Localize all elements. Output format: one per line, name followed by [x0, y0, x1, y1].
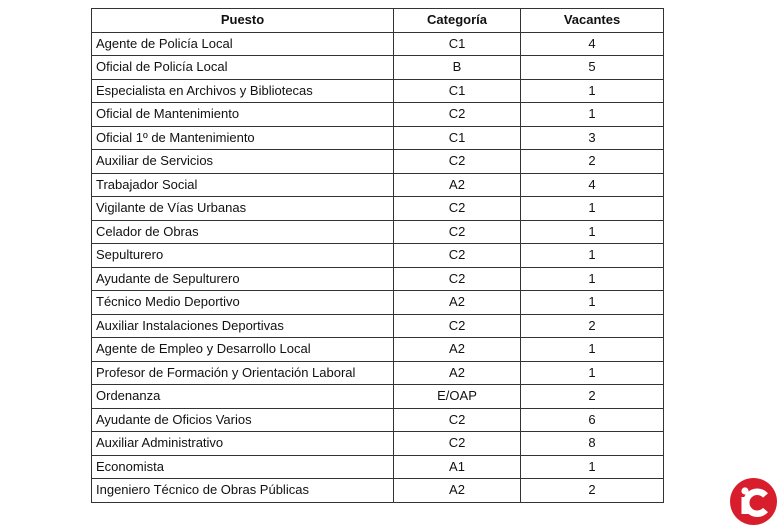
cell-categoria: A2: [394, 338, 521, 362]
cell-categoria: C1: [394, 32, 521, 56]
cell-puesto: Auxiliar Administrativo: [92, 432, 394, 456]
cell-puesto: Ayudante de Sepulturero: [92, 267, 394, 291]
table-row: [92, 408, 664, 432]
cell-puesto: Especialista en Archivos y Bibliotecas: [92, 79, 394, 103]
table-row: [92, 291, 664, 315]
table-row: [92, 267, 664, 291]
table-row: [92, 220, 664, 244]
table-row: [92, 244, 664, 268]
cell-categoria: C1: [394, 126, 521, 150]
cell-vacantes: 8: [521, 432, 664, 456]
cell-categoria: C2: [394, 244, 521, 268]
vacancies-table: [91, 8, 664, 503]
cell-puesto: Oficial de Mantenimiento: [92, 103, 394, 127]
cell-puesto: Agente de Empleo y Desarrollo Local: [92, 338, 394, 362]
table-row: [92, 361, 664, 385]
table-row: [92, 79, 664, 103]
cell-categoria: E/OAP: [394, 385, 521, 409]
table-row: [92, 197, 664, 221]
cell-puesto: Oficial 1º de Mantenimiento: [92, 126, 394, 150]
cell-puesto: Sepulturero: [92, 244, 394, 268]
cell-puesto: Celador de Obras: [92, 220, 394, 244]
table-row: [92, 150, 664, 174]
table-row: [92, 173, 664, 197]
cell-vacantes: 2: [521, 150, 664, 174]
cell-puesto: Ingeniero Técnico de Obras Públicas: [92, 479, 394, 503]
table-row: [92, 56, 664, 80]
cell-categoria: A2: [394, 173, 521, 197]
cell-puesto: Trabajador Social: [92, 173, 394, 197]
cell-vacantes: 4: [521, 173, 664, 197]
cell-categoria: C2: [394, 103, 521, 127]
header-puesto: Puesto: [92, 9, 394, 33]
cell-puesto: Ayudante de Oficios Varios: [92, 408, 394, 432]
cell-categoria: A2: [394, 479, 521, 503]
cell-puesto: Auxiliar de Servicios: [92, 150, 394, 174]
cell-vacantes: 1: [521, 220, 664, 244]
cell-puesto: Oficial de Policía Local: [92, 56, 394, 80]
table-row: [92, 338, 664, 362]
cell-categoria: A2: [394, 291, 521, 315]
cell-categoria: C2: [394, 267, 521, 291]
table-row: [92, 103, 664, 127]
table-row: [92, 455, 664, 479]
cell-categoria: C2: [394, 150, 521, 174]
cell-puesto: Vigilante de Vías Urbanas: [92, 197, 394, 221]
cell-vacantes: 2: [521, 479, 664, 503]
cell-puesto: Ordenanza: [92, 385, 394, 409]
cell-puesto: Profesor de Formación y Orientación Laboral: [92, 361, 394, 385]
cell-vacantes: 1: [521, 267, 664, 291]
cell-categoria: C2: [394, 314, 521, 338]
cell-categoria: C1: [394, 79, 521, 103]
table-row: [92, 32, 664, 56]
cell-vacantes: 1: [521, 291, 664, 315]
cell-puesto: Agente de Policía Local: [92, 32, 394, 56]
cell-categoria: B: [394, 56, 521, 80]
table-row: [92, 432, 664, 456]
cell-categoria: A2: [394, 361, 521, 385]
table-body: [92, 32, 664, 502]
cell-vacantes: 1: [521, 79, 664, 103]
table-row: [92, 479, 664, 503]
cell-categoria: C2: [394, 432, 521, 456]
cell-categoria: C2: [394, 197, 521, 221]
header-categoria: Categoría: [394, 9, 521, 33]
header-vacantes: Vacantes: [521, 9, 664, 33]
cell-vacantes: 1: [521, 455, 664, 479]
cell-categoria: C2: [394, 408, 521, 432]
table-row: [92, 314, 664, 338]
cell-vacantes: 1: [521, 361, 664, 385]
cell-vacantes: 4: [521, 32, 664, 56]
cell-vacantes: 2: [521, 314, 664, 338]
cell-vacantes: 1: [521, 338, 664, 362]
cell-categoria: C2: [394, 220, 521, 244]
ic-logo-icon: [730, 478, 777, 525]
cell-puesto: Técnico Medio Deportivo: [92, 291, 394, 315]
table-row: [92, 385, 664, 409]
cell-vacantes: 2: [521, 385, 664, 409]
table-header-row: [92, 9, 664, 33]
cell-vacantes: 1: [521, 103, 664, 127]
cell-vacantes: 1: [521, 197, 664, 221]
cell-puesto: Auxiliar Instalaciones Deportivas: [92, 314, 394, 338]
cell-categoria: A1: [394, 455, 521, 479]
table-row: [92, 126, 664, 150]
cell-vacantes: 1: [521, 244, 664, 268]
cell-vacantes: 5: [521, 56, 664, 80]
cell-puesto: Economista: [92, 455, 394, 479]
cell-vacantes: 3: [521, 126, 664, 150]
cell-vacantes: 6: [521, 408, 664, 432]
